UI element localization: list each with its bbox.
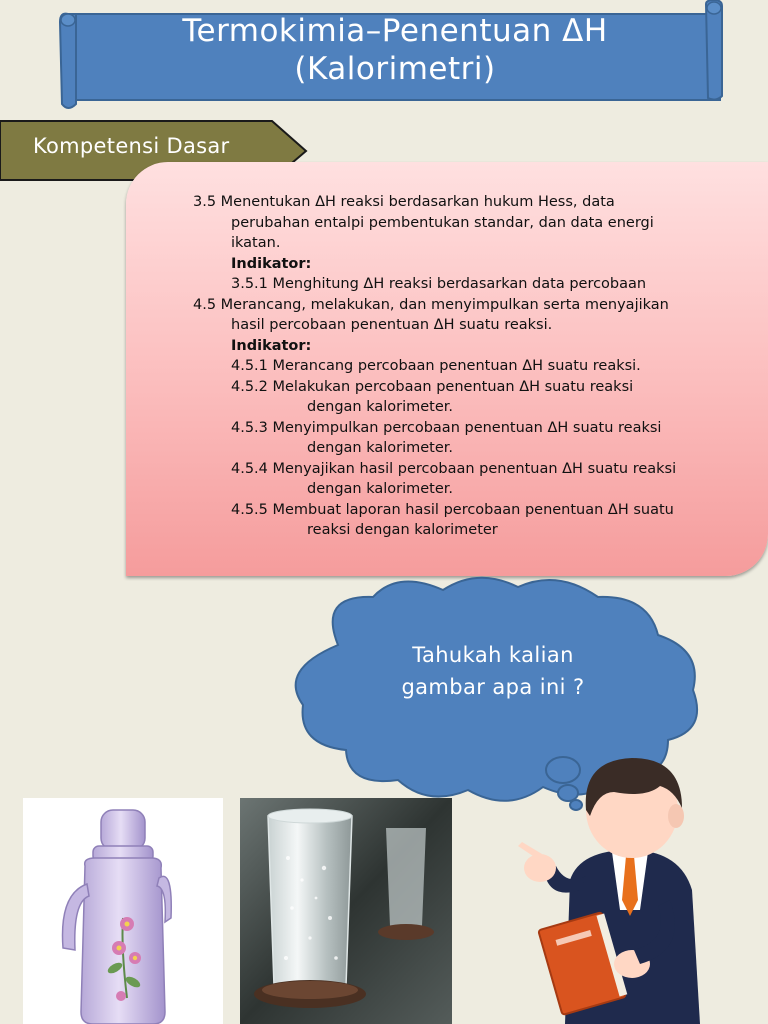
- title-line-2: (Kalorimetri): [294, 51, 496, 87]
- kd45-line-1: 4.5 Merancang, melakukan, dan menyimpulkan serta menyajikan: [193, 296, 669, 313]
- page-title: [70, 12, 720, 88]
- glass-photo: [240, 798, 452, 1024]
- kd45-line-2: hasil percobaan penentuan ΔH suatu reaksi.: [231, 317, 553, 333]
- teacher-pointing-icon: [510, 750, 730, 1024]
- kd35-indicator-label: Indikator:: [231, 255, 312, 272]
- kd35-line-2: perubahan entalpi pembentukan standar, dan data energi: [231, 214, 654, 231]
- cloud-line-1: Tahukah kalian: [412, 643, 574, 667]
- title-line-1: Termokimia–Penentuan ΔH: [182, 13, 608, 49]
- cloud-question: [378, 639, 608, 703]
- kd45-indicator-label: Indikator:: [231, 337, 312, 354]
- indicator-455-line-2: reaksi dengan kalorimeter: [307, 522, 498, 538]
- thermos-photo: [23, 798, 223, 1024]
- kd35-line-3: ikatan.: [231, 235, 281, 251]
- thermos-flask-icon: [23, 798, 223, 1024]
- indicator-451: 4.5.1 Merancang percobaan penentuan ΔH suatu reaksi.: [231, 358, 641, 374]
- section-label: Kompetensi Dasar: [33, 134, 230, 158]
- indicator-453-line-1: 4.5.3 Menyimpulkan percobaan penentuan ΔH suatu reaksi: [231, 419, 662, 436]
- indicator-453-line-2: dengan kalorimeter.: [307, 440, 454, 456]
- indicator-454-line-1: 4.5.4 Menyajikan hasil percobaan penentuan ΔH suatu reaksi: [231, 460, 677, 477]
- indicator-452-line-2: dengan kalorimeter.: [307, 399, 454, 415]
- title-banner: [0, 0, 768, 120]
- kd35-line-1: 3.5 Menentukan ΔH reaksi berdasarkan hukum Hess, data: [193, 194, 615, 210]
- indicator-455-line-1: 4.5.5 Membuat laporan hasil percobaan penentuan ΔH suatu: [231, 501, 674, 518]
- cloud-line-2: gambar apa ini ?: [401, 675, 585, 699]
- indicator-351: 3.5.1 Menghitung ΔH reaksi berdasarkan data percobaan: [231, 276, 647, 292]
- ice-water-glass-icon: [240, 798, 452, 1024]
- teacher-illustration: [510, 750, 730, 1024]
- indicator-454-line-2: dengan kalorimeter.: [307, 481, 454, 497]
- competency-text: [193, 192, 763, 541]
- indicator-452-line-1: 4.5.2 Melakukan percobaan penentuan ΔH suatu reaksi: [231, 378, 634, 395]
